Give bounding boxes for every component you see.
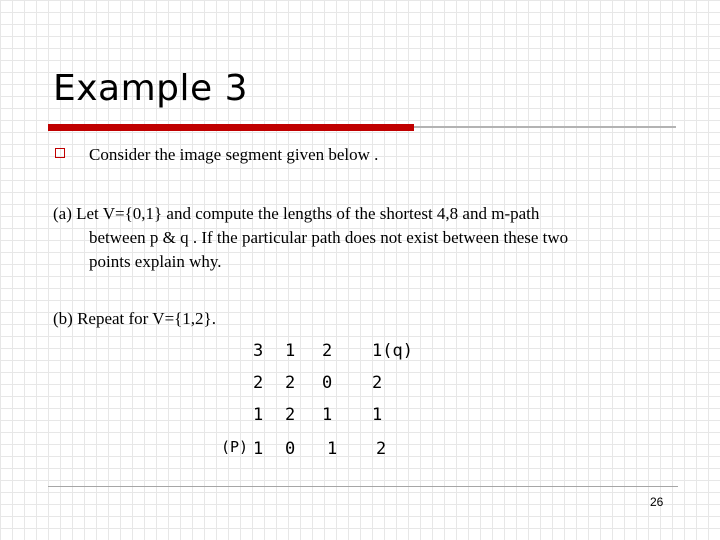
grid-cell: 1 (253, 405, 264, 425)
part-a-line-3: points explain why. (89, 252, 222, 271)
grid-cell: 2 (253, 373, 264, 393)
grid-cell: 1 (327, 439, 338, 459)
grid-cell: 0 (322, 373, 333, 393)
grid-cell: 1 (372, 405, 383, 425)
footer-rule (48, 486, 678, 487)
part-a-line-2: between p & q . If the particular path does not exist between these two (89, 228, 569, 247)
slide-title: Example 3 (53, 68, 249, 109)
bullet-text: Consider the image segment given below . (89, 145, 379, 164)
title-underline-accent (48, 124, 414, 131)
question-part-b: (b) Repeat for V={1,2}. (53, 309, 216, 328)
grid-cell: 1(q) (372, 341, 413, 361)
grid-cell: 3 (253, 341, 264, 361)
grid-cell: 2 (285, 373, 296, 393)
grid-cell: 2 (322, 341, 333, 361)
grid-cell: 1 (285, 341, 296, 361)
grid-cell: 1 (253, 439, 264, 459)
page-number: 26 (650, 495, 664, 509)
part-a-line-1: (a) Let V={0,1} and compute the lengths of the shortest 4,8 and m-path (53, 204, 540, 223)
question-part-a (53, 202, 569, 274)
square-bullet-icon (55, 148, 65, 158)
grid-cell: 1 (322, 405, 333, 425)
grid-cell: 2 (372, 373, 383, 393)
grid-cell: 0 (285, 439, 296, 459)
grid-cell: 2 (376, 439, 387, 459)
grid-cell: 2 (285, 405, 296, 425)
p-label: (P) (221, 438, 249, 456)
title-underline-rule (414, 126, 676, 128)
